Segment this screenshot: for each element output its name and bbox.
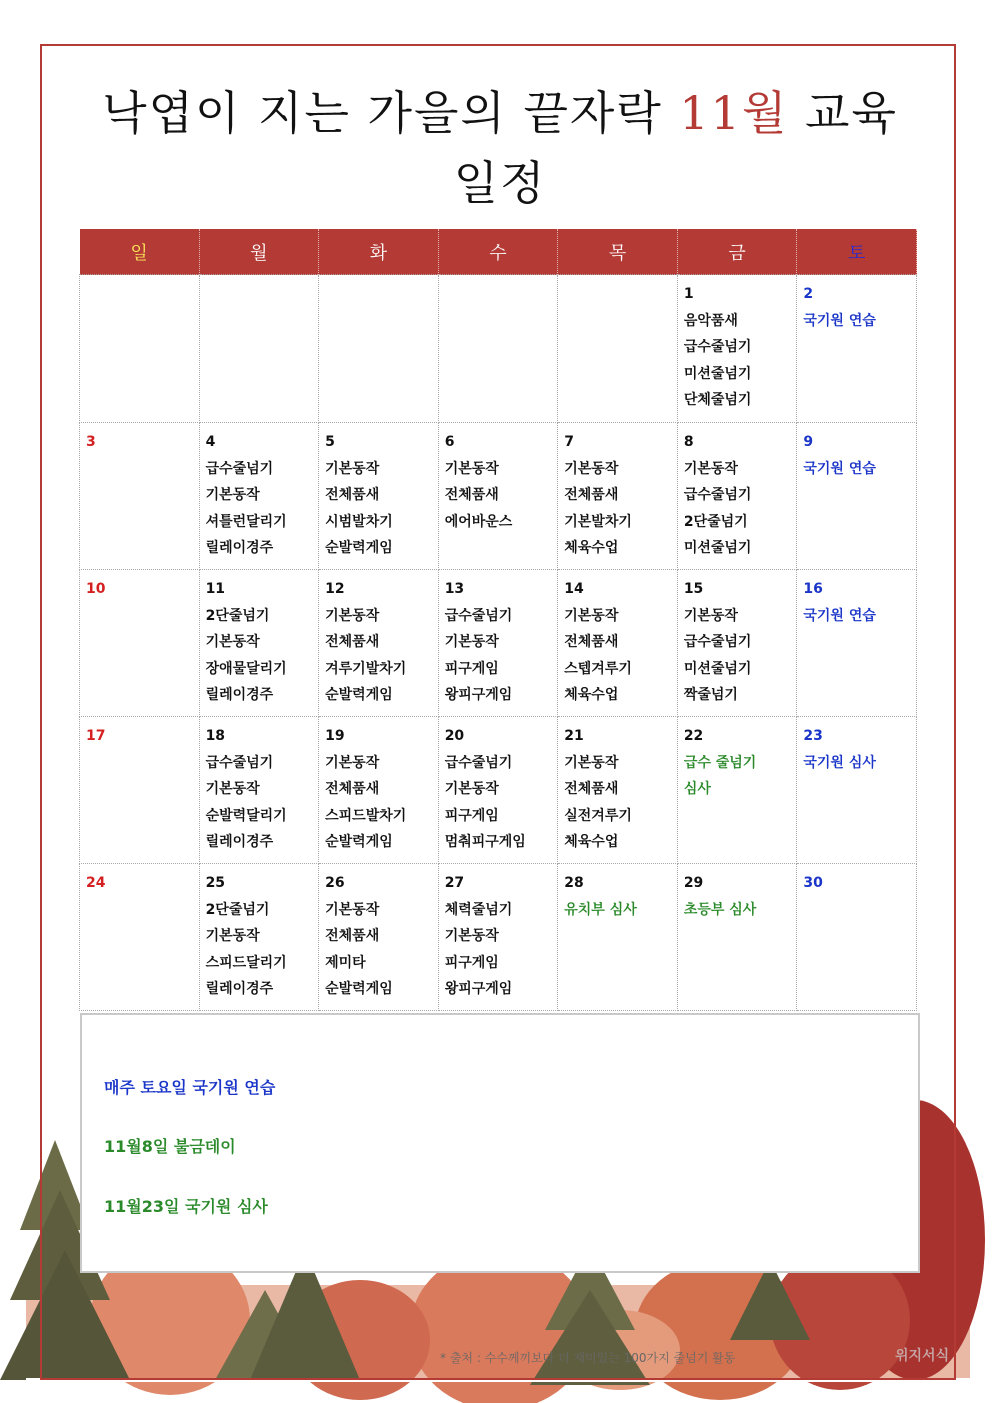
day-event: 기본동작 xyxy=(683,607,738,624)
calendar-day-cell xyxy=(80,570,200,717)
day-event: 멈춰피구게임 xyxy=(444,834,526,850)
day-event: 체육수업 xyxy=(564,834,619,850)
day-event: 급수줄넘기 xyxy=(683,339,752,355)
day-event: 국기원 연습 xyxy=(803,312,876,329)
day-number: 15 xyxy=(683,581,704,597)
title-month: 11월 xyxy=(679,86,789,140)
weekday-header-thu: 목 xyxy=(558,229,678,275)
day-event: 미션줄넘기 xyxy=(683,660,752,677)
note-weekly-practice: 매주 토요일 국기원 연습 xyxy=(104,1078,276,1097)
day-event: 급수줄넘기 xyxy=(205,460,274,477)
calendar-day-cell xyxy=(558,275,678,423)
title-text-end: 교육 일정 xyxy=(453,86,898,210)
day-event: 전체품새 xyxy=(325,634,380,650)
calendar-day-cell xyxy=(319,717,439,864)
day-number: 17 xyxy=(86,728,106,744)
source-credit: * 출처 : 수수께끼보다 더 재미있는 100가지 줄넘기 활동 xyxy=(440,1351,736,1365)
day-event: 장애물달리기 xyxy=(205,660,287,677)
day-event: 전체품새 xyxy=(325,487,380,503)
day-event: 제미타 xyxy=(325,954,366,971)
calendar-day-cell xyxy=(558,717,678,864)
day-number: 21 xyxy=(564,728,584,744)
calendar-day-cell xyxy=(677,717,797,864)
notes-box xyxy=(80,1013,920,1273)
day-event: 급수 줄넘기 xyxy=(683,754,757,771)
day-event: 기본동작 xyxy=(325,754,380,771)
calendar-table xyxy=(79,229,917,1011)
day-event: 국기원 심사 xyxy=(803,754,876,771)
calendar-week-row xyxy=(80,864,917,1011)
day-number: 8 xyxy=(683,434,694,450)
day-event: 에어바운스 xyxy=(444,513,513,530)
calendar-body xyxy=(80,275,917,1011)
day-event: 전체품새 xyxy=(325,781,380,797)
day-event: 기본동작 xyxy=(683,460,738,477)
day-event: 기본동작 xyxy=(325,460,380,477)
calendar-day-cell xyxy=(199,275,319,423)
day-event: 스피드달리기 xyxy=(205,954,287,971)
day-event: 기본동작 xyxy=(205,634,260,650)
calendar-day-cell xyxy=(677,864,797,1011)
day-event: 급수줄넘기 xyxy=(205,754,274,771)
day-event: 음악품새 xyxy=(683,312,738,329)
day-number: 12 xyxy=(325,581,345,597)
day-event: 기본동작 xyxy=(564,460,619,477)
calendar-day-cell xyxy=(797,864,917,1011)
day-number: 11 xyxy=(205,581,226,597)
day-event: 2단줄넘기 xyxy=(205,901,270,918)
calendar-day-cell xyxy=(797,423,917,570)
calendar-day-cell xyxy=(199,864,319,1011)
calendar-day-cell xyxy=(80,275,200,423)
calendar-day-cell xyxy=(319,570,439,717)
weekday-header-sun: 일 xyxy=(80,229,200,275)
day-event: 기본동작 xyxy=(444,634,499,650)
day-number: 16 xyxy=(803,581,823,597)
note-exam-date: 11월23일 국기원 심사 xyxy=(104,1197,268,1216)
day-event: 실전겨루기 xyxy=(564,807,632,824)
day-event: 전체품새 xyxy=(564,634,619,650)
day-number: 9 xyxy=(803,434,814,450)
calendar-day-cell xyxy=(438,275,558,423)
day-number: 23 xyxy=(803,728,823,744)
day-event: 왕피구게임 xyxy=(444,687,513,703)
day-event: 순발력게임 xyxy=(325,687,393,703)
day-event: 심사 xyxy=(683,781,711,797)
day-number: 3 xyxy=(86,434,96,450)
day-event: 릴레이경주 xyxy=(205,687,274,703)
day-event: 피구게임 xyxy=(444,660,499,677)
day-number: 25 xyxy=(205,875,226,891)
day-number: 29 xyxy=(683,875,704,891)
calendar-day-cell xyxy=(80,423,200,570)
calendar-day-cell xyxy=(677,570,797,717)
calendar-week-row xyxy=(80,275,917,423)
day-event: 기본동작 xyxy=(325,607,380,624)
day-event: 단체줄넘기 xyxy=(683,392,752,408)
day-number: 27 xyxy=(444,875,465,891)
day-event: 기본동작 xyxy=(325,901,380,918)
calendar-day-cell xyxy=(797,717,917,864)
weekday-header-tue: 화 xyxy=(319,229,439,275)
day-event: 2단줄넘기 xyxy=(205,607,270,624)
day-event: 기본동작 xyxy=(564,607,619,624)
day-event: 릴레이경주 xyxy=(205,981,274,997)
day-event: 체력줄넘기 xyxy=(444,901,513,918)
day-event: 겨루기발차기 xyxy=(325,660,407,677)
weekday-header-fri: 금 xyxy=(677,229,797,275)
calendar-day-cell xyxy=(319,864,439,1011)
calendar-day-cell xyxy=(319,275,439,423)
calendar-week-row xyxy=(80,717,917,864)
day-number: 13 xyxy=(444,581,465,597)
day-event: 순발력게임 xyxy=(325,540,393,556)
day-event: 전체품새 xyxy=(564,487,619,503)
weekday-header-sat: 토 xyxy=(797,229,917,275)
weekday-header-mon: 월 xyxy=(199,229,319,275)
day-number: 4 xyxy=(205,434,216,450)
calendar-day-cell xyxy=(677,275,797,423)
weekday-header-row xyxy=(80,229,917,275)
calendar-day-cell xyxy=(797,570,917,717)
day-event: 기본동작 xyxy=(205,781,260,797)
day-number: 28 xyxy=(564,875,584,891)
calendar-day-cell xyxy=(80,717,200,864)
day-event: 급수줄넘기 xyxy=(444,607,513,624)
day-number: 24 xyxy=(86,875,106,891)
calendar-day-cell xyxy=(438,570,558,717)
day-number: 18 xyxy=(205,728,226,744)
day-number: 1 xyxy=(683,286,694,302)
day-event: 짝줄넘기 xyxy=(683,687,738,703)
calendar-day-cell xyxy=(677,423,797,570)
day-event: 피구게임 xyxy=(444,954,499,971)
day-event: 순발력달리기 xyxy=(205,807,287,824)
day-event: 기본동작 xyxy=(205,928,260,944)
calendar-day-cell xyxy=(199,717,319,864)
day-number: 20 xyxy=(444,728,465,744)
day-event: 유치부 심사 xyxy=(564,901,637,918)
day-event: 기본동작 xyxy=(205,487,260,503)
day-event: 전체품새 xyxy=(444,487,499,503)
day-number: 14 xyxy=(564,581,584,597)
day-event: 릴레이경주 xyxy=(205,540,274,556)
day-number: 6 xyxy=(444,434,455,450)
day-event: 급수줄넘기 xyxy=(683,634,752,650)
day-event: 피구게임 xyxy=(444,807,499,824)
day-number: 19 xyxy=(325,728,345,744)
day-event: 2단줄넘기 xyxy=(683,513,748,530)
day-event: 순발력게임 xyxy=(325,834,393,850)
day-event: 릴레이경주 xyxy=(205,834,274,850)
watermark-logo: 위지서식 xyxy=(895,1348,950,1364)
day-number: 26 xyxy=(325,875,345,891)
day-event: 시범발차기 xyxy=(325,513,393,530)
day-event: 국기원 연습 xyxy=(803,607,876,624)
day-event: 전체품새 xyxy=(325,928,380,944)
calendar-day-cell xyxy=(199,423,319,570)
day-event: 기본동작 xyxy=(564,754,619,771)
day-event: 셔틀런달리기 xyxy=(205,513,287,530)
calendar-day-cell xyxy=(797,275,917,423)
day-event: 급수줄넘기 xyxy=(444,754,513,771)
day-event: 국기원 연습 xyxy=(803,460,876,477)
calendar-day-cell xyxy=(199,570,319,717)
day-event: 기본동작 xyxy=(444,781,499,797)
day-event: 체육수업 xyxy=(564,540,619,556)
day-event: 기본동작 xyxy=(444,928,499,944)
day-event: 기본발차기 xyxy=(564,513,632,530)
day-number: 2 xyxy=(803,286,814,302)
calendar-day-cell xyxy=(438,864,558,1011)
day-event: 전체품새 xyxy=(564,781,619,797)
day-event: 스피드발차기 xyxy=(325,807,407,824)
day-event: 기본동작 xyxy=(444,460,499,477)
day-number: 22 xyxy=(683,728,704,744)
day-number: 7 xyxy=(564,434,574,450)
calendar-day-cell xyxy=(438,423,558,570)
day-number: 30 xyxy=(803,875,823,891)
calendar-day-cell xyxy=(319,423,439,570)
day-event: 미션줄넘기 xyxy=(683,365,752,382)
day-event: 체육수업 xyxy=(564,687,619,703)
weekday-header-wed: 수 xyxy=(438,229,558,275)
day-number: 10 xyxy=(86,581,106,597)
day-event: 스텝겨루기 xyxy=(564,660,632,677)
calendar-day-cell xyxy=(558,864,678,1011)
day-event: 미션줄넘기 xyxy=(683,540,752,556)
day-event: 순발력게임 xyxy=(325,981,393,997)
note-friday-event: 11월8일 불금데이 xyxy=(104,1137,236,1156)
calendar-day-cell xyxy=(80,864,200,1011)
day-number: 5 xyxy=(325,434,335,450)
day-event: 왕피구게임 xyxy=(444,981,513,997)
title-text: 낙엽이 지는 가을의 끝자락 xyxy=(102,86,680,140)
calendar-day-cell xyxy=(438,717,558,864)
calendar-day-cell xyxy=(558,423,678,570)
calendar-week-row xyxy=(80,570,917,717)
calendar-week-row xyxy=(80,423,917,570)
day-event: 초등부 심사 xyxy=(683,901,757,918)
page-title xyxy=(80,78,920,218)
calendar-day-cell xyxy=(558,570,678,717)
day-event: 급수줄넘기 xyxy=(683,487,752,503)
